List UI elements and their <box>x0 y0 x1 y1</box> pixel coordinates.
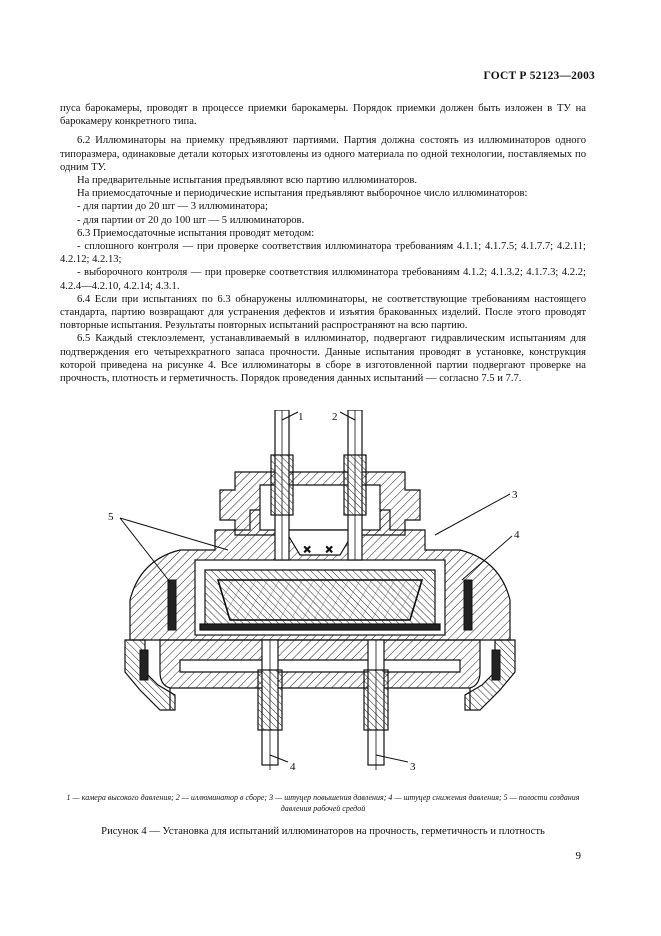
porthole-assembly <box>200 570 440 630</box>
figure-legend: 1 — камера высокого давления; 2 — иллюминатор в сборе; 3 — штуцер повышения давления; 4 — штуцер снижения давления; 5 — полости создания давления рабочей средой <box>66 793 580 813</box>
callout-4-bottom: 4 <box>290 761 296 773</box>
callout-1: 3 <box>512 489 518 501</box>
callout-4-top: 1 <box>298 411 304 423</box>
figure-test-setup-drawing <box>100 410 540 788</box>
paragraph: 6.4 Если при испытаниях по 6.3 обнаружены иллюминаторы, не соответствующие требованиям настоящего стандарта, партию возвращают для устранения дефектов и изъятия бракованных изделий. После этого проводят повторные испытания. Результаты повторных испытаний распространяют на всю партию. <box>60 293 586 332</box>
list-item: - сплошного контроля — при проверке соответствия иллюминатора требованиям 4.1.1; 4.1.7.5; 4.1.7.7; 4.2.11; 4.2.12; 4.2.13; <box>60 241 586 266</box>
callout-3-top: 2 <box>332 411 338 423</box>
figure-caption: Рисунок 4 — Установка для испытаний иллюминаторов на прочность, герметичность и плотность <box>101 826 545 837</box>
callout-3-bottom: 3 <box>410 761 416 773</box>
paragraph: 6.3 Приемосдаточные испытания проводят методом: <box>77 227 315 239</box>
paragraph: 6.2 Иллюминаторы на приемку предъявляют партиями. Партия должна состоять из иллюминаторов одного типоразмера, одинаковые детали которых изготовлены из одного материала по одной технологии, поставляемых по одним ТУ. <box>60 135 586 173</box>
callout-2: 4 <box>514 529 520 541</box>
page-number: 9 <box>575 850 581 862</box>
paragraph: пуса барокамеры, проводят в процессе приемки барокамеры. Порядок приемки должен быть изложен в ТУ на барокамеру конкретного типа. <box>60 103 586 128</box>
list-item: - выборочного контроля — при проверке соответствия иллюминатора требованиям 4.1.2; 4.1.3.2; 4.1.7.3; 4.2.2; 4.2.4—4.2.10, 4.2.14; 4.3.1. <box>60 267 586 292</box>
paragraph: 6.5 Каждый стеклоэлемент, устанавливаемый в иллюминатор, подвергают гидравлическим испытаниям для подтверждения его четырехкратного запаса прочности. Данные испытания проводят в установке, конструкция которой приведена на рисунке 4. Все иллюминаторы в сборе в изготовленной партии подвергают проверке на прочность, плотность и герметичность. Порядок проведения данных испытаний — согласно 7.5 и 7.7. <box>60 333 586 385</box>
list-item: - для партии от 20 до 100 шт — 5 иллюминаторов. <box>77 214 305 226</box>
paragraph: На приемосдаточные и периодические испытания предъявляют выборочное число иллюминаторов: <box>77 188 528 200</box>
document-header: ГОСТ Р 52123—2003 <box>483 70 595 82</box>
svg-text:✕: ✕ <box>303 545 312 556</box>
body-text <box>60 102 586 385</box>
svg-text:✕: ✕ <box>325 545 334 556</box>
callout-5: 5 <box>108 511 114 523</box>
list-item: - для партии до 20 шт — 3 иллюминатора; <box>77 201 268 213</box>
paragraph: На предварительные испытания предъявляют всю партию иллюминаторов. <box>77 175 417 187</box>
